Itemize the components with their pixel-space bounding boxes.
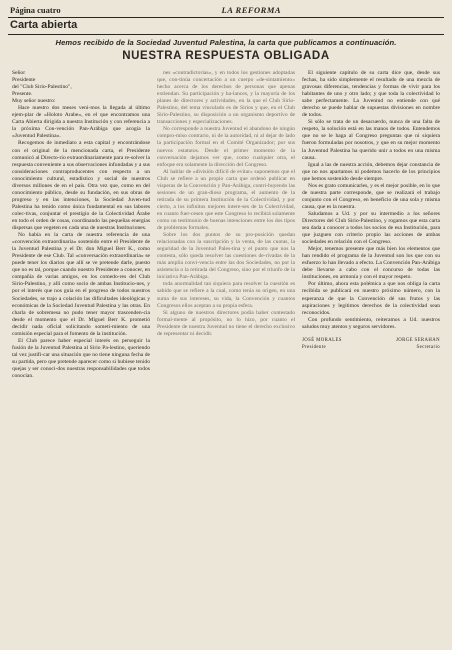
greeting-line: del "Club Sirio-Palestino", xyxy=(12,84,72,91)
signature-left-role: Presidente xyxy=(302,344,326,350)
paragraph: Con profundo sentimiento, reiteramos a Ud. nuestros saludos muy atentos y seguros servidores. xyxy=(302,316,440,330)
paragraph: El Club parece haber especial interés en perseguir la fusión de la Juventud Palestina al Sirio Pa-lestino, queriendo tal vez justifi-car una situación que no tiene ninguna fecha de su partida, pero que pretende aparecer como si hubiese tenido quejas y ser conoci-dos nuestras responsabilidades que todos conocían. xyxy=(12,337,150,380)
paragraph: Saludamos a Ud. y por su intermedio a los señores Directores del Club Sirio-Palestino, y rogamos que esta carta sea dada a conocer a todos los socios de esa Institución, para que juzguen con criterio propio las acciones de ambas sociedades en relación con el Congreso. xyxy=(302,210,440,246)
paragraph: toda anormalidad tan siquiera para resolver la cuestión es sabido que se refiere a la cual, como tenía su origen, en una suma de sus intereses, su vida, la Convención y cuantos Congresos ellos aceptan a su propia esfera. xyxy=(157,281,295,309)
paragraph: nes «contradictorias», y en todos los gestiones adoptadas que, con-tinúa concertación a un cuerpo «de-sintamiento» hecho acerca de los derechos de personas que apenas extiendan. Su participación y ba-lances, y la mayoría de los planes de directores y actividades, en la que el Club Sirio-Palestino, del tema vinculado es de Sirios y que, en el Club Sirio-Palestino, su disposición a un organismo deportivo de transacciones y especializaciones. xyxy=(157,70,295,126)
paragraph: El siguiente capítulo de su carta dice que, desde sus fechas, ha sido simplemente el resultado de una mezcla de gravosas diferencias, tendencias y formas de vivir para los habitantes de uno y otro lado; y que toda la colectividad lo sabe perfectamente. La Juventud no entiende con qué derecho se puede hablar de supuestas divisiones en nombre de todos. xyxy=(302,70,440,119)
greeting-line: Muy señor nuestro: xyxy=(12,98,56,105)
paragraph: Si sólo se trata de un desacuerdo, nunca de una falta de respeto, la solución está en las manos de todos. Entendemos que no se le haga al Congreso preguntas que ni siquiera fueron formuladas por nosotros, y que en su mejor momento la Juventud Palestina ha querido unir a todos en una misma causa. xyxy=(302,119,440,161)
article-body xyxy=(12,70,440,620)
greeting-line: Presidente xyxy=(12,77,36,84)
paragraph: Por último, ahora esta polémica a que nos obliga la carta recibida se publicará en nuestro próximo número, con la esperanza de que la Convención dé sus frutos y las aspiraciones y legítimos derechos de la colectividad sean reconocidos. xyxy=(302,281,440,316)
paragraph: Nos es grato comunicarles, y es el mejor posible, en lo que de nuestra parte corresponde, que se realizará el trabajo conjunto con el Congreso, en beneficio de una sola y misma causa, que es la nuestra. xyxy=(302,182,440,210)
paragraph: Hace nuestro dos meses veni-mos la llegada al último ejem-plar de «Holoto Arabe», en el que encontramos una Carta Abierta dirigida a nuestra Institución y con referencia a la próxima Con-vención Pan-Arábiga que acogía la «Juventud Palestina». xyxy=(12,105,150,140)
signature-right-role: Secretario xyxy=(416,344,440,350)
column-3 xyxy=(302,70,440,620)
page-number-label: Página cuatro xyxy=(10,5,61,15)
greeting-line: Presente. xyxy=(12,91,33,98)
paragraph: No había en la carta de nuestra referencia de una «convención extraordinaria» sostenido entre el Presidente de la Juventud Palestina y el Dr. don Miguel Berr K., como Presidente de ese Club. Tal «conversación extraordinaria» se puede tener los diarios que allí se ve pretende darle, puesto que no es tal, porque cuando nuestro Presidente a conocer, en compañía de varias amigos, en los comedo-res del Club Sirio-Palestino, y allí como socio de ambas Institucio-nes, y por el interés que nos guía en el progreso de todos nuestros Sociedades, se trajo a colación las dificultades ideológicas y económicas de la Sociedad Juventud Palestina y las otras. En charla de sobremesa no pudo tener mayor trascenden-cia desde el momento que el Dr. Miguel Berr K. prometió decidir nada oficial solicitando someti-miento de una comisión especial para el fomento de la institución. xyxy=(12,232,150,337)
paragraph: Si alguno de nuestros directores podía haber contestado formal-mente al propósito, no lo hizo, por cuanto el Presidente de nuestra Juventud no tiene el derecho exclusivo de representar ni decidir. xyxy=(157,309,295,337)
paragraph: No corresponde a nuestra Juventud el abandono de ningún compro-miso contrario, ni de la autoridad, ni al dejar de lado la participación formal en el Comité Organizador; por sus nuevos estatutos. Desde el primer momento de la conversación dejamos ver que, como cualquier otra, el enfoque era solamente la dirección del Congreso. xyxy=(157,126,295,168)
article-subtitle: Hemos recibido de la Sociedad Juventud Palestina, la carta que publicamos a continuación. xyxy=(55,38,397,47)
signature-left-name: JOSÉ MORALES xyxy=(302,337,342,343)
greeting-line: Señor xyxy=(12,70,26,76)
paragraph: Al hablar de «división difícil de evitar» suponemos que el Club se refiere a un propio carta que ordenó publicar en vísperas de la Convención y Pan-Arábiga, contri-buyendo las sesiones de un gran-dioso programa, el aumento de la retirada de su primera Institución de la Colectividad, y por cierto, a los infinitos mejores intere-ses de la Colectividad, en cuanto fuer-cesen que este Congreso lo recibirá solamente como un testimonio de buenas intenciones entre los dos tipos de problemas formales. xyxy=(157,168,295,232)
section-rule xyxy=(8,34,444,35)
column-1 xyxy=(12,70,150,620)
article-title: NUESTRA RESPUESTA OBLIGADA xyxy=(122,50,330,62)
signature-block xyxy=(302,337,440,351)
signature-right-name: JORGE SERAHAN xyxy=(396,337,440,343)
section-title: Carta abierta xyxy=(10,19,78,31)
header-rule xyxy=(8,17,444,18)
newspaper-name: LA REFORMA xyxy=(221,5,282,15)
paragraph: Mejor, tenemos presente que más bien los elementos que han rendido el programa de la Juventud son los que con su esfuerzo lo han llevado a efecto. La Convención Pan-Arábiga debe llevarse a cabo con el concurso de todas las instituciones, en armonía y con el mayor respeto. xyxy=(302,246,440,281)
paragraph: Igual a las de nuestra acción, debemos dejar constancia de que no nos apartamos ni podemos hacerlo de los principios que hemos sostenido desde siempre. xyxy=(302,161,440,182)
page-header xyxy=(10,4,442,16)
paragraph: Recogemos de inmediato a esta capital y encontrándose con el original de la mencionada carta, el Presidente comunicó al Directo-rio extraordinariamente para re-solver la respuesta conveniente a sus observaciones infundadas y a sus consideraciones contraproducentes con respecto a un conocimiento cultural, estadístico y social de nuestros diversos millones de en el país. Otra vez que, como en del conocimiento público, desde su fundación, en sus obras de progreso y en las intenciones, la Sociedad Juven-tud Palestina ha tenido como única fundamental en sus labores colec-tivas, conjuntar el prestigio de la Colectividad Árabe en todo el orden de cosas, coordinando las pequeñas energías dispersas que vegeten en cada una de nuestras Instituciones. xyxy=(12,140,150,232)
paragraph: Sobre los dos puntos de su pro-posición quedan relacionadas con la suscripción y la venta, de las cuotas, la seguridad de la Juventud Pales-tina y el punto que nos la contesta, sólo queda resolver las cuestiones de-rivadas de la más amplia convi-vencia entre las dos Sociedades, no por la asistencia o la retirada del Congreso, sino por el triunfo de la iniciativa Pan-Arábiga. xyxy=(157,232,295,281)
column-2 xyxy=(157,70,295,620)
